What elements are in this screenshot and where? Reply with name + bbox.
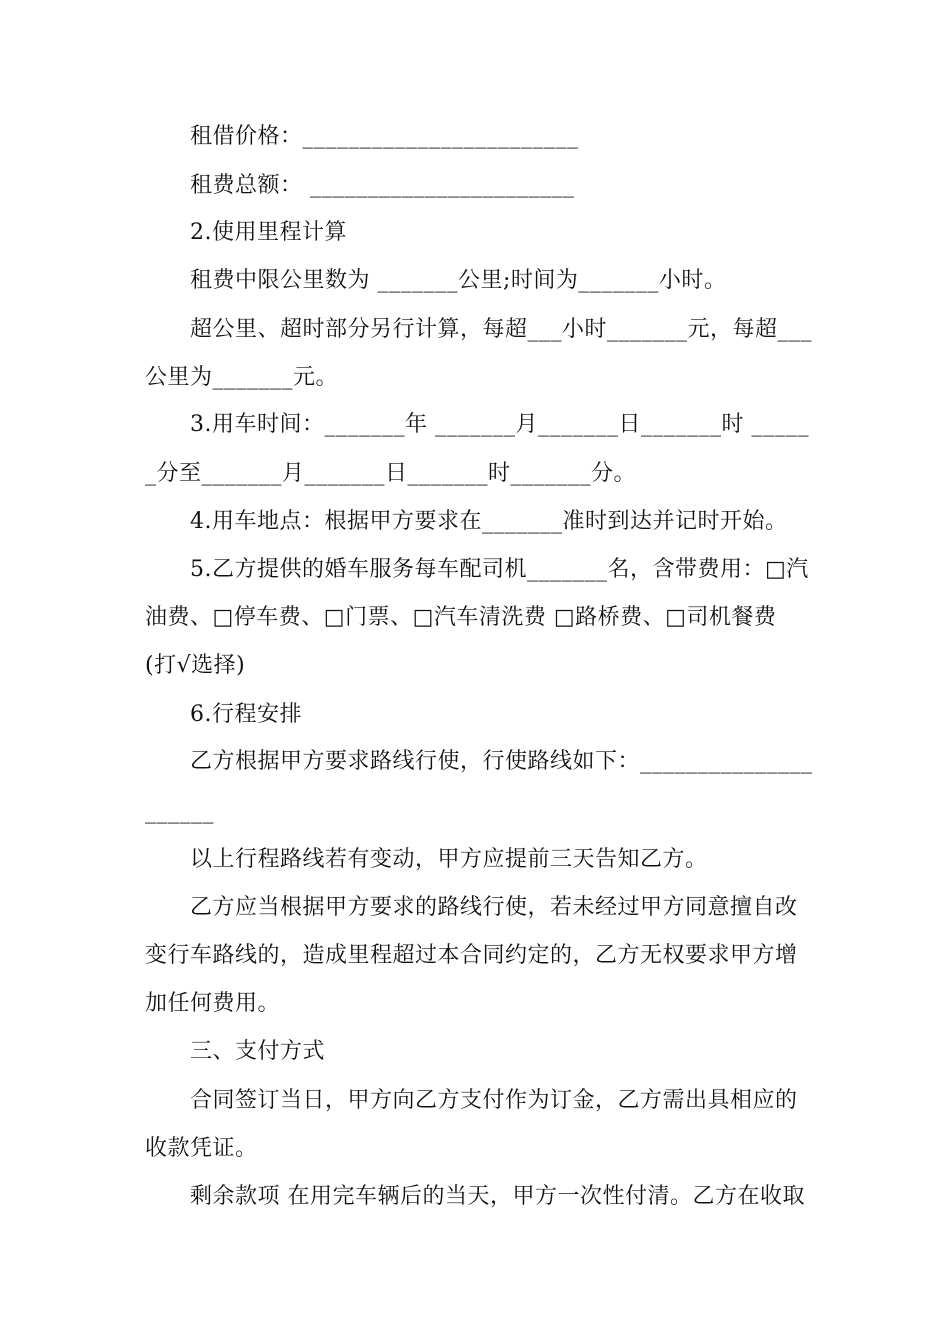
section-itinerary-heading: 6.行程安排 — [190, 702, 302, 727]
usage-time-line-cont: _分至_______月_______日_______时_______分。 — [145, 461, 637, 486]
section-mileage-heading: 2.使用里程计算 — [190, 220, 347, 245]
route-line-cont: ______ — [145, 799, 214, 824]
overage-line-cont: 公里为_______元。 — [145, 365, 339, 390]
checkmark-note: (打√选择) — [145, 653, 246, 678]
deposit-clause-cont: 收款凭证。 — [145, 1136, 258, 1161]
usage-time-line: 3.用车时间：_______年 _______月_______日_______时 _____ — [190, 412, 809, 437]
deposit-clause: 合同签订当日，甲方向乙方支付作为订金，乙方需出具相应的 — [190, 1088, 798, 1113]
balance-clause: 剩余款项 在用完车辆后的当天，甲方一次性付清。乙方在收取 — [190, 1184, 805, 1209]
rental-total-line: 租费总额： _______________________ — [190, 173, 575, 198]
driver-fees-line: 5.乙方提供的婚车服务每车配司机_______名，含带费用：□汽 — [190, 557, 809, 582]
route-change-notice: 以上行程路线若有变动，甲方应提前三天告知乙方。 — [190, 847, 708, 872]
driver-fees-line-cont: 油费、□停车费、□门票、□汽车清洗费 □路桥费、□司机餐费 — [145, 605, 777, 630]
route-deviation-clause-end: 加任何费用。 — [145, 991, 281, 1016]
route-deviation-clause-cont: 变行车路线的，造成里程超过本合同约定的，乙方无权要求甲方增 — [145, 943, 798, 968]
mileage-limit-line: 租费中限公里数为 _______公里;时间为_______小时。 — [190, 268, 727, 293]
rental-price-line: 租借价格：________________________ — [190, 124, 579, 149]
usage-location-line: 4.用车地点：根据甲方要求在_______准时到达并记时开始。 — [190, 509, 788, 534]
route-line: 乙方根据甲方要求路线行使，行使路线如下：_______________ — [190, 749, 813, 774]
route-deviation-clause: 乙方应当根据甲方要求的路线行使，若未经过甲方同意擅自改 — [190, 895, 798, 920]
overage-line: 超公里、超时部分另行计算，每超___小时_______元，每超___ — [190, 317, 813, 342]
section-payment-heading: 三、支付方式 — [190, 1039, 326, 1064]
